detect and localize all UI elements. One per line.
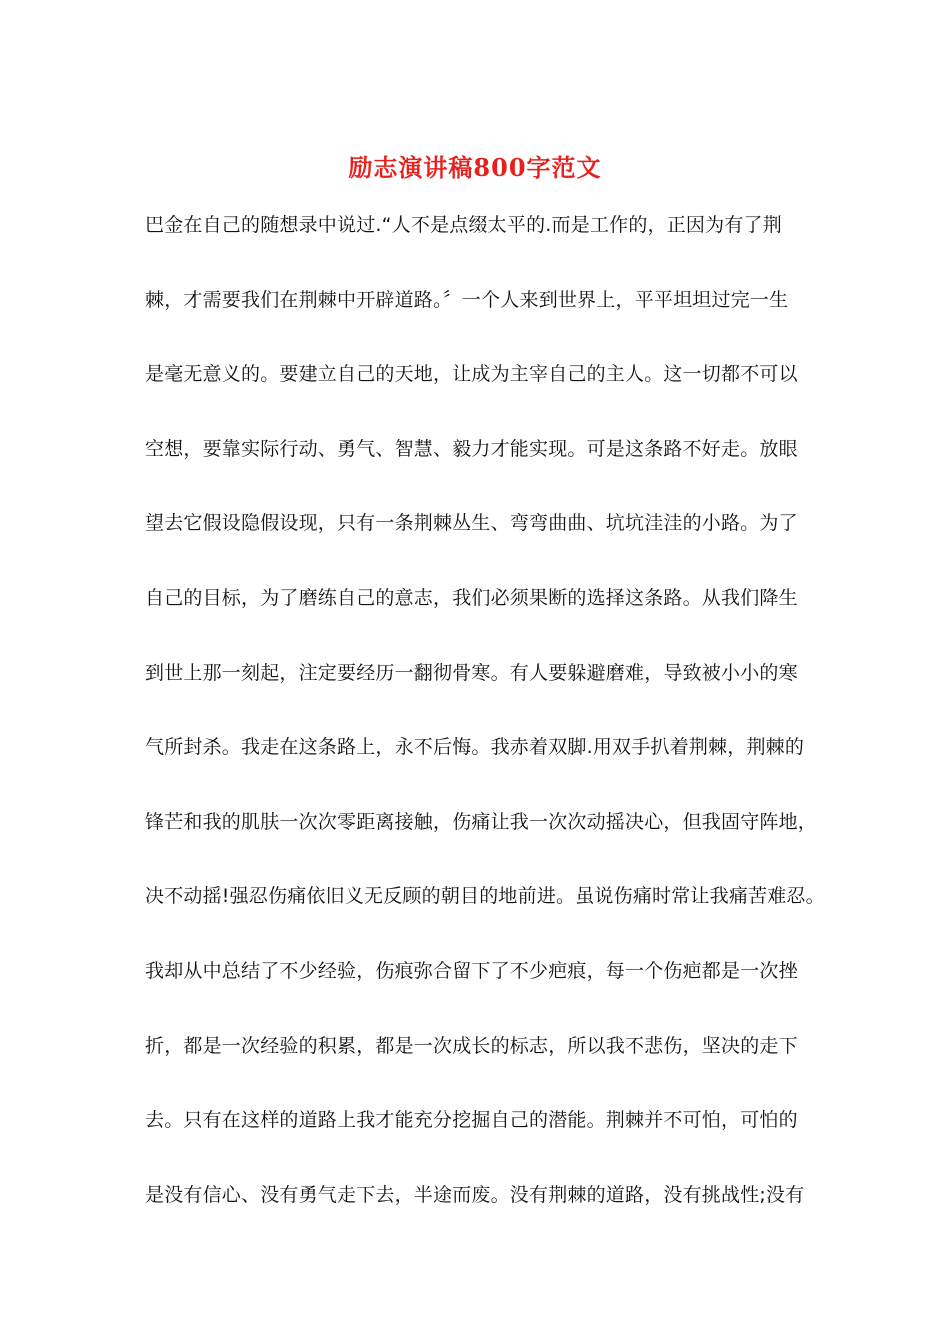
paragraph-line: 巴金在自己的随想录中说过.“人不是点缀太平的.而是工作的，正因为有了荆 <box>145 214 782 236</box>
paragraph-line: 棘，才需要我们在荆棘中开辟道路。〞一个人来到世界上，平平坦坦过完一生 <box>145 288 789 311</box>
document-body <box>145 210 825 1254</box>
paragraph-line: 锋芒和我的肌肤一次次零距离接触，伤痛让我一次次动摇决心，但我固守阵地， <box>145 810 818 833</box>
paragraph-line: 空想，要靠实际行动、勇气、智慧、毅力才能实现。可是这条路不好走。放眼 <box>145 437 798 460</box>
paragraph-line: 到世上那一刻起，注定要经历一翻彻骨寒。有人要躲避磨难，导致被小小的寒 <box>145 661 798 684</box>
document-title: 励志演讲稿800字范文 <box>348 153 602 182</box>
paragraph-line: 是没有信心、没有勇气走下去，半途而废。没有荆棘的道路，没有挑战性;没有 <box>145 1183 805 1206</box>
paragraph-line: 望去它假设隐假设现，只有一条荆棘丛生、弯弯曲曲、坑坑洼洼的小路。为了 <box>145 512 798 535</box>
paragraph-line: 去。只有在这样的道路上我才能充分挖掘自己的潜能。荆棘并不可怕，可怕的 <box>145 1109 798 1132</box>
paragraph-line: 气所封杀。我走在这条路上，永不后悔。我赤着双脚.用双手扒着荆棘，荆棘的 <box>145 736 805 759</box>
paragraph-line: 自己的目标，为了磨练自己的意志，我们必须果断的选择这条路。从我们降生 <box>145 586 798 609</box>
paragraph-line: 决不动摇!强忍伤痛依旧义无反顾的朝目的地前进。虽说伤痛时常让我痛苦难忍。 <box>145 885 825 908</box>
paragraph-line: 是毫无意义的。要建立自己的天地，让成为主宰自己的主人。这一切都不可以 <box>145 363 798 386</box>
paragraph-line: 折，都是一次经验的积累，都是一次成长的标志，所以我不悲伤，坚决的走下 <box>145 1034 798 1057</box>
paragraph-line: 我却从中总结了不少经验，伤痕弥合留下了不少疤痕，每一个伤疤都是一次挫 <box>145 959 798 982</box>
